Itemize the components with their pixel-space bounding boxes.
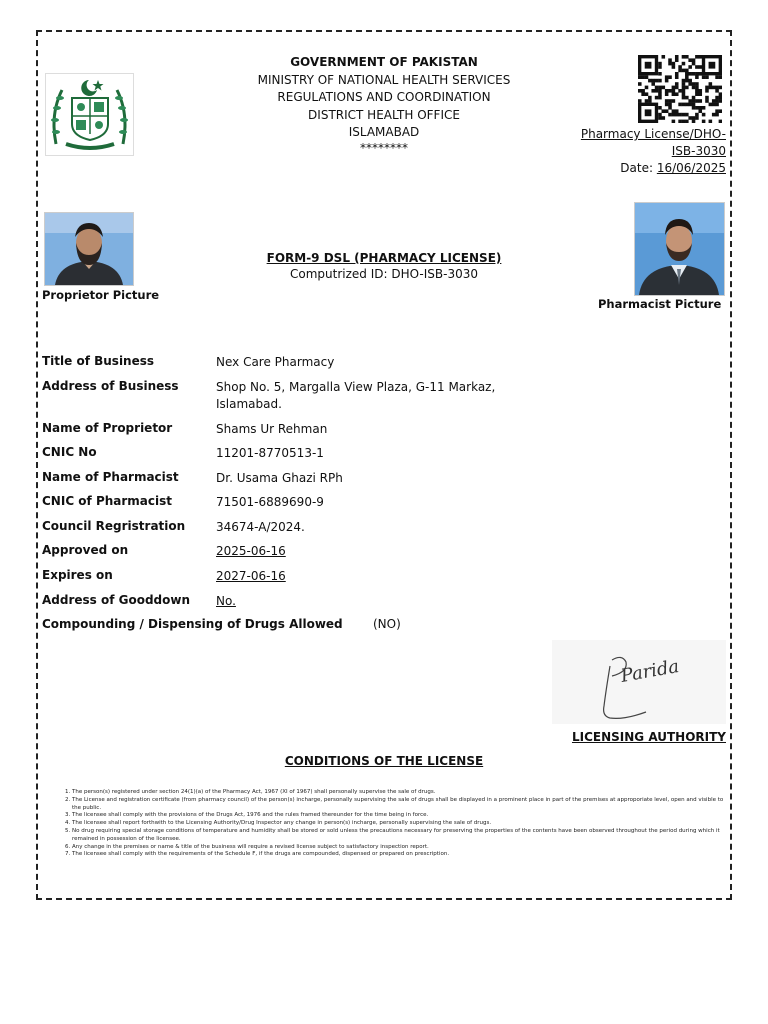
header-office: DISTRICT HEALTH OFFICE <box>308 107 460 122</box>
field-row <box>42 354 536 371</box>
header-city: ISLAMABAD <box>348 125 420 139</box>
conditions-title: CONDITIONS OF THE LICENSE <box>284 754 484 768</box>
state-emblem <box>45 73 134 156</box>
signature-text: Parida <box>619 656 681 687</box>
condition-item: 5. No drug requiring special storage conditions of temperature and humidity shall be stored or sold unless the precautions necessary for preserving the properties of the contents have been observed throughout the period during which it remained in possession of the licensee. <box>72 828 732 844</box>
field-value: 71501-6889690-9 <box>216 495 324 509</box>
field-row <box>42 519 536 536</box>
field-label: CNIC No <box>42 445 97 459</box>
field-row <box>42 421 536 438</box>
field-row <box>42 543 536 560</box>
field-value: Nex Care Pharmacy <box>216 355 335 369</box>
field-label: Council Regristration <box>42 519 186 533</box>
field-value: 11201-8770513-1 <box>216 446 324 460</box>
proprietor-photo <box>44 212 134 286</box>
conditions-list <box>58 789 732 859</box>
condition-item: 1. The person(s) registered under section 24(1)(a) of the Pharmacy Act, 1967 (XI of 1967) shall personally supervise the sale of drugs. <box>72 789 732 797</box>
license-number-line2: ISB-3030 <box>671 144 726 158</box>
field-label: Name of Pharmacist <box>42 470 179 484</box>
licensing-authority: LICENSING AUTHORITY <box>571 730 726 744</box>
field-row <box>42 379 536 413</box>
license-number-line1: Pharmacy License/DHO- <box>580 127 726 141</box>
form-title: FORM-9 DSL (PHARMACY LICENSE) <box>266 251 502 265</box>
qr-code <box>638 55 722 123</box>
form-title-block <box>200 250 568 282</box>
field-row <box>42 494 536 511</box>
field-label: Address of Gooddown <box>42 593 191 607</box>
header-government: GOVERNMENT OF PAKISTAN <box>290 55 478 69</box>
field-label: CNIC of Pharmacist <box>42 494 173 508</box>
field-row <box>42 445 536 462</box>
pharmacist-picture-label: Pharmacist Picture <box>598 297 722 311</box>
condition-item: 6. Any change in the premises or name & title of the business will require a revised license subject to satisfactory inspection report. <box>72 844 732 852</box>
field-value: Shams Ur Rehman <box>216 422 328 436</box>
compounding-label: Compounding / Dispensing of Drugs Allowed <box>42 617 343 631</box>
field-row <box>42 568 536 585</box>
authority-signature <box>552 640 726 724</box>
condition-item: 4. The licensee shall report forthwith to the Licensing Authority/Drug Inspector any change in person(s) incharge, personally supervising the sale of drugs. <box>72 820 732 828</box>
header-regulations: REGULATIONS AND COORDINATION <box>277 90 491 104</box>
license-date <box>536 160 726 177</box>
field-value: Shop No. 5, Margalla View Plaza, G-11 Markaz, Islamabad. <box>216 380 496 411</box>
field-label: Approved on <box>42 543 129 557</box>
compounding-value: (NO) <box>373 617 401 631</box>
field-row <box>42 593 536 610</box>
condition-item: 7. The licensee shall comply with the requirements of the Schedule F, if the drugs are compounded, dispensed or prepared on prescription. <box>72 851 732 859</box>
field-label: Expires on <box>42 568 113 582</box>
compounding-row <box>42 617 401 631</box>
header-stars: ******** <box>360 140 408 155</box>
document-header <box>200 54 568 154</box>
pharmacist-photo <box>634 202 725 296</box>
header-ministry: MINISTRY OF NATIONAL HEALTH SERVICES <box>257 72 511 87</box>
field-value: 34674-A/2024. <box>216 520 305 534</box>
field-label: Address of Business <box>42 379 179 393</box>
field-row <box>42 470 536 487</box>
license-date-label: Date: <box>620 161 653 175</box>
field-label: Title of Business <box>42 354 155 368</box>
field-value: No. <box>216 594 236 608</box>
computerized-id: Computrized ID: DHO-ISB-3030 <box>290 267 478 281</box>
field-label: Name of Proprietor <box>42 421 173 435</box>
field-value: 2027-06-16 <box>216 569 286 583</box>
license-date-value: 16/06/2025 <box>656 161 726 175</box>
condition-item: 3. The licensee shall comply with the provisions of the Drugs Act, 1976 and the rules framed thereunder for the time being in force. <box>72 812 732 820</box>
proprietor-picture-label: Proprietor Picture <box>42 288 160 302</box>
license-number-block <box>536 126 726 177</box>
field-value: 2025-06-16 <box>216 544 286 558</box>
field-value: Dr. Usama Ghazi RPh <box>216 471 343 485</box>
condition-item: 2. The License and registration certificate (from pharmacy council) of the person(s) incharge, personally supervising the sale of drugs shall be displayed in a prominent place in part of the premises at approporiate level, open and visible to the public. <box>72 797 732 813</box>
